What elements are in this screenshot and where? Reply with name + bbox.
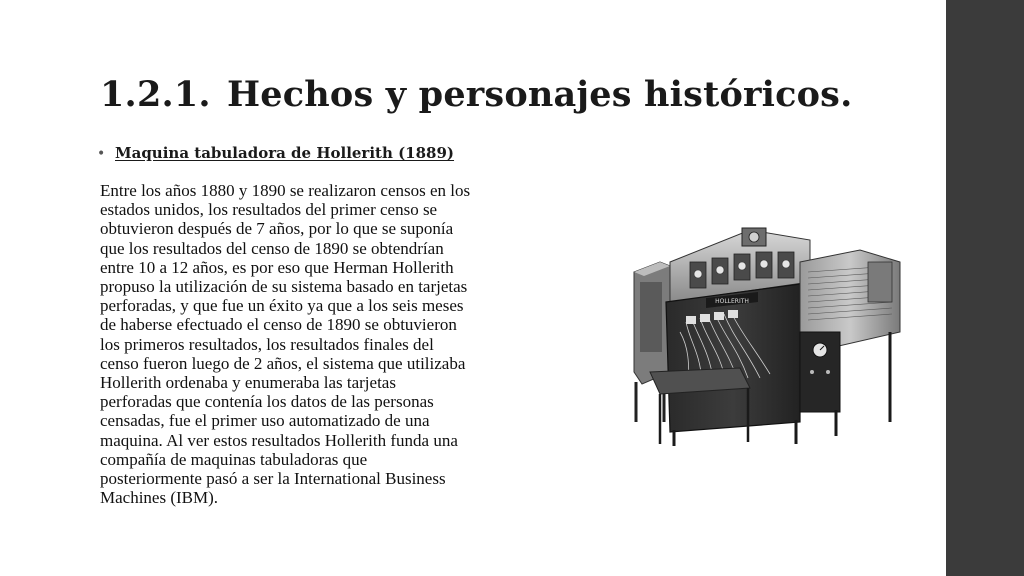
body-line: posteriormente pasó a ser la International Business: [100, 469, 446, 489]
body-line: perforadas, y que fue un éxito ya que a los seis meses: [100, 296, 464, 316]
body-line: entre 10 a 12 años, es por eso que Herman Hollerith: [100, 257, 454, 277]
bullet-item: [97, 144, 454, 162]
body-line: perforadas que contenía los datos de las personas: [100, 392, 434, 412]
body-line: Entre los años 1880 y 1890 se realizaron censos en los: [100, 181, 471, 200]
hollerith-tabulating-machine-icon: [630, 222, 914, 448]
body-line: propuso la utilización de su sistema basado en tarjetas: [100, 277, 468, 297]
body-line: los primeros resultados, los resultados finales del: [100, 334, 434, 354]
title-text: Hechos y personajes históricos.: [227, 74, 853, 115]
slide-title: [100, 74, 852, 115]
bullet-marker: •: [97, 146, 106, 162]
title-number: 1.2.1.: [100, 74, 211, 115]
body-paragraph: [100, 181, 600, 507]
body-line: obtuvieron después de 7 años, por lo que se suponía: [100, 219, 454, 239]
body-line: compañía de maquinas tabuladoras que: [100, 449, 368, 469]
machine-plate-label: HOLLERITH: [715, 298, 749, 305]
hollerith-machine-photo: [630, 222, 914, 448]
body-line: estados unidos, los resultados del primer censo se: [100, 200, 438, 220]
body-line: censo fueron luego de 2 años, el sistema que utilizaba: [100, 353, 466, 373]
body-line: Hollerith ordenaba y enumeraba las tarjetas: [100, 373, 396, 393]
body-line: Machines (IBM).: [100, 488, 219, 508]
body-line: que los resultados del censo de 1890 se obtendrían: [100, 238, 444, 258]
side-accent-bar: [946, 0, 1024, 576]
bullet-heading: Maquina tabuladora de Hollerith (1889): [115, 144, 455, 162]
body-line: censadas, fue el primer uso automatizado de una: [100, 411, 430, 431]
body-line: de haberse efectuado el censo de 1890 se obtuvieron: [100, 315, 457, 335]
body-line: maquina. Al ver estos resultados Hollerith funda una: [100, 430, 458, 450]
